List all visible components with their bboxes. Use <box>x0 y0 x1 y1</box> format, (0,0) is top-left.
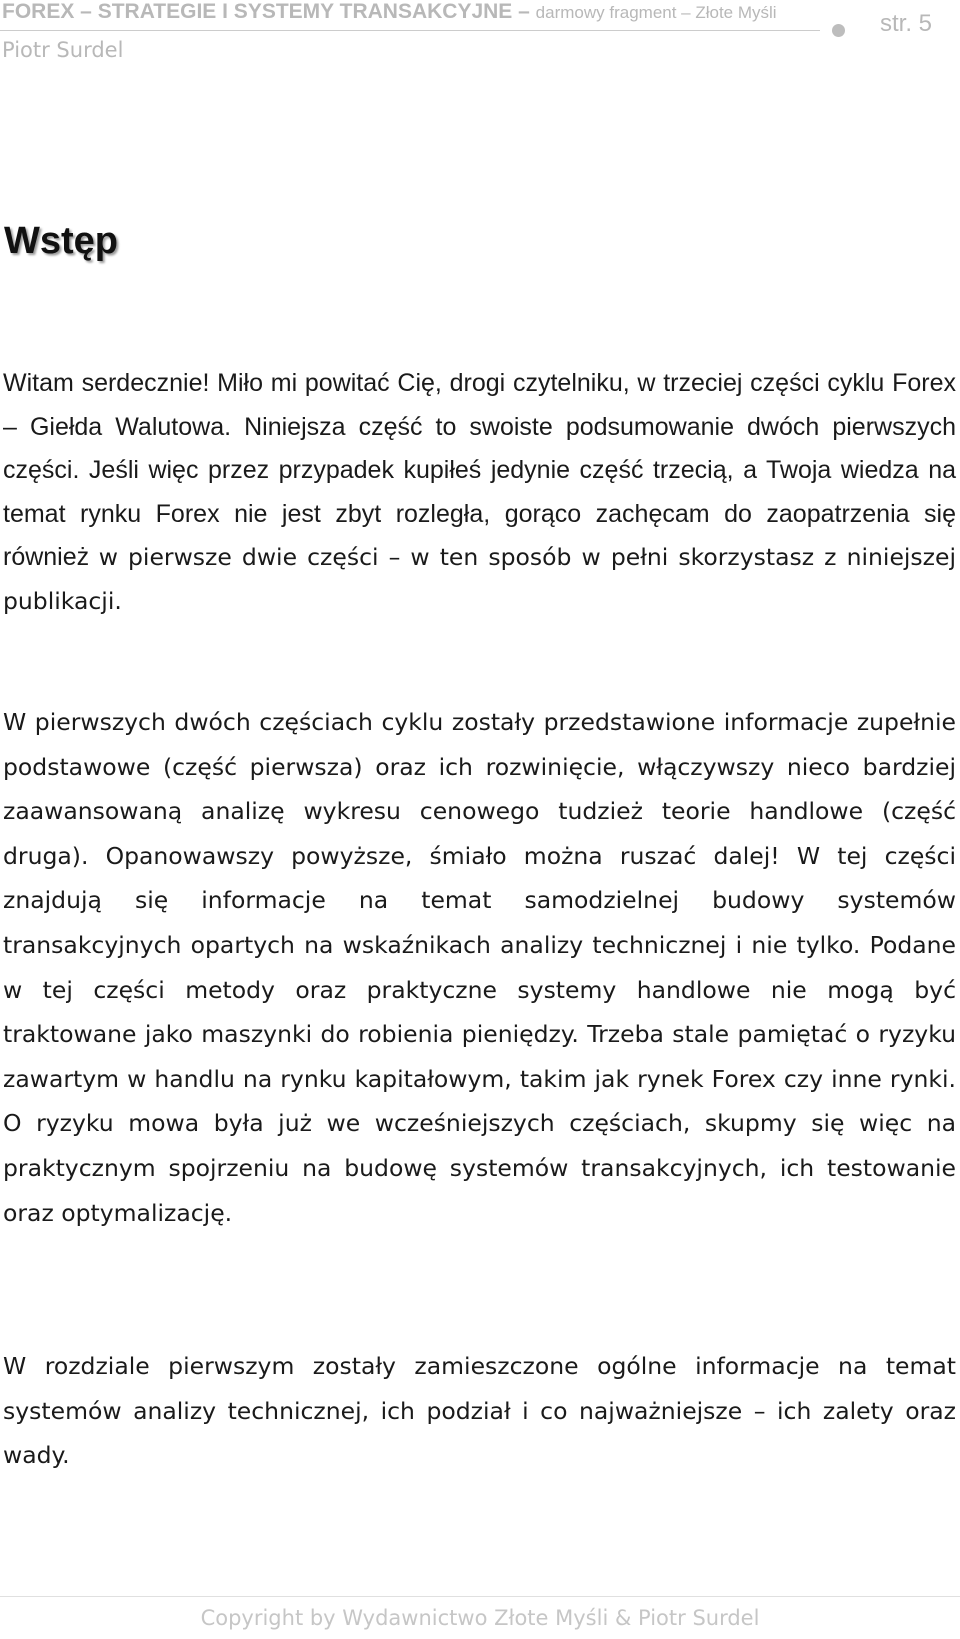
bullet-dot-icon <box>832 24 845 37</box>
book-title: FOREX – STRATEGIE I SYSTEMY TRANSAKCYJNE – <box>2 0 530 23</box>
page-header <box>0 0 960 70</box>
header-author: Piotr Surdel <box>2 38 124 62</box>
paragraph-intro-part2: w pierwsze dwie części – w ten sposób w pełni skorzystasz z niniejszej publikacji. <box>3 543 956 615</box>
section-heading: Wstęp <box>4 220 118 262</box>
header-title-line <box>2 0 777 24</box>
paragraph-intro <box>3 362 956 623</box>
paragraph-chapter-one: W rozdziale pierwszym zostały zamieszczone ogólne informacje na temat systemów analizy technicznej, ich podział i co najważniejsze – ich zalety oraz wady. <box>3 1352 956 1470</box>
header-divider <box>0 30 820 31</box>
paragraph-intro-part1: Witam serdecznie! Miło mi powitać Cię, drogi czytelniku, w trzeciej części cyklu Forex – Giełda Walutowa. Niniejsza część to swoiste podsumowanie dwóch pierwszych części. Jeśli więc przez przypadek kupiłeś jedynie część trzecią, a Twoja wiedza na temat rynku Forex nie jest zbyt rozległa, gorąco zachęcam do zaopatrzenia się również <box>3 369 956 571</box>
page-number: str. 5 <box>880 10 933 37</box>
paragraph-series-overview: W pierwszych dwóch częściach cyklu zostały przedstawione informacje zupełnie podstawowe (część pierwsza) oraz ich rozwinięcie, włączywszy nieco bardziej zaawansowaną analizę wykresu cenowego tudzież teorie handlowe (część druga). Opanowawszy powyższe, śmiało można ruszać dalej! W tej części znajdują się informacje na temat samodzielnej budowy systemów transakcyjnych opartych na wskaźnikach analizy technicznej i nie tylko. Podane w tej części metody oraz praktyczne systemy handlowe nie mogą być traktowane jako maszynki do robienia pieniędzy. Trzeba stale pamiętać o ryzyku zawartym w handlu na rynku kapitałowym, takim jak rynek Forex czy inne rynki. O ryzyku mowa była już we wcześniejszych częściach, skupmy się więc na praktycznym spojrzeniu na budowę systemów transakcyjnych, ich testowanie oraz optymalizację. <box>3 708 956 1227</box>
book-subtitle: darmowy fragment – Złote Myśli <box>535 3 777 22</box>
footer-divider <box>0 1596 960 1597</box>
page-footer: Copyright by Wydawnictwo Złote Myśli & Piotr Surdel <box>200 1606 760 1630</box>
